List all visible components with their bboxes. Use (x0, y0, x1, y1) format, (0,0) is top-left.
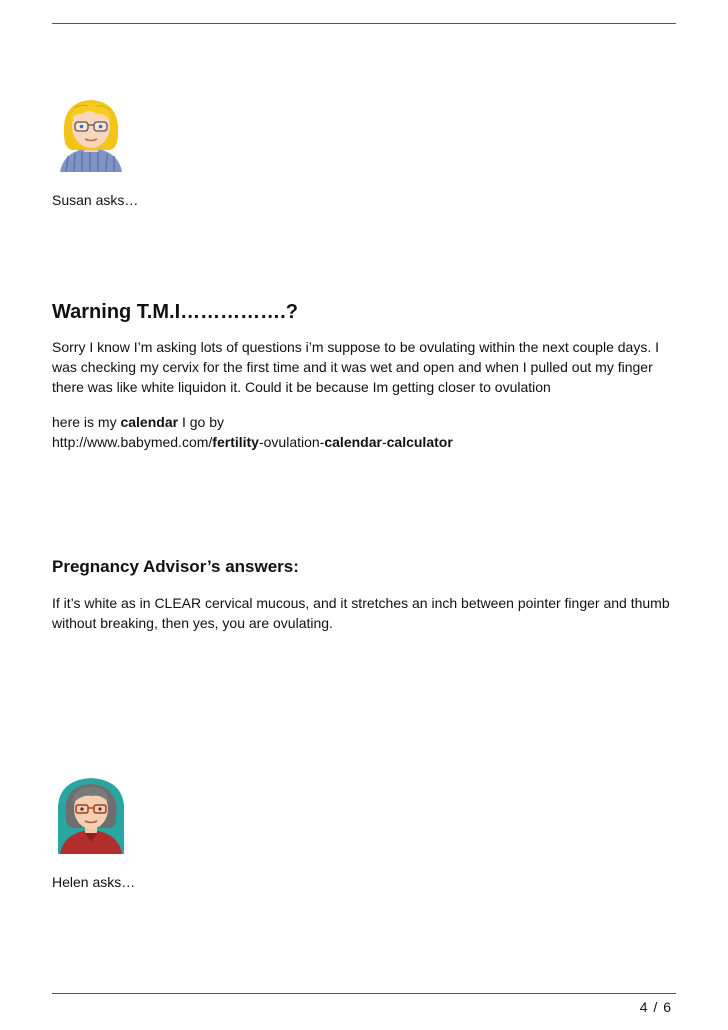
blonde-woman-avatar-icon (52, 94, 130, 172)
url-keyword: calendar (324, 434, 382, 450)
question-calendar-note (52, 412, 682, 452)
url-part: - (381, 434, 387, 450)
answer-body: If it’s white as in CLEAR cervical mucous, and it stretches an inch between pointer finger and thumb without breaking, then yes, you are ovulating. (52, 595, 670, 631)
next-question-asker: Helen asks… (52, 874, 136, 890)
header-rule (52, 23, 676, 24)
gray-haired-woman-avatar-icon (52, 776, 130, 854)
question-asker: Susan asks… (52, 192, 139, 208)
url-keyword: calculator (386, 434, 453, 450)
page-number: 4 / 6 (639, 999, 672, 1015)
calendar-suffix: I go by (178, 414, 224, 430)
answer-title: Pregnancy Advisor’s answers: (52, 557, 299, 576)
question-title: Warning T.M.I…………….? (52, 301, 298, 323)
url-part: http://www.babymed.com/ (52, 434, 213, 450)
calendar-keyword: calendar (120, 414, 179, 430)
url-part: -ovulation- (258, 434, 325, 450)
url-keyword: fertility (212, 434, 259, 450)
question-body: Sorry I know I’m asking lots of questions i’m suppose to be ovulating within the next couple days. I was checking my cervix for the first time and it was wet and open and when I pulled out my finger there was like white liquidon it. Could it be because Im getting closer to ovulation (52, 339, 659, 395)
calendar-prefix: here is my (52, 414, 121, 430)
footer-rule (52, 993, 676, 994)
avatar (52, 776, 130, 854)
avatar (52, 94, 130, 172)
